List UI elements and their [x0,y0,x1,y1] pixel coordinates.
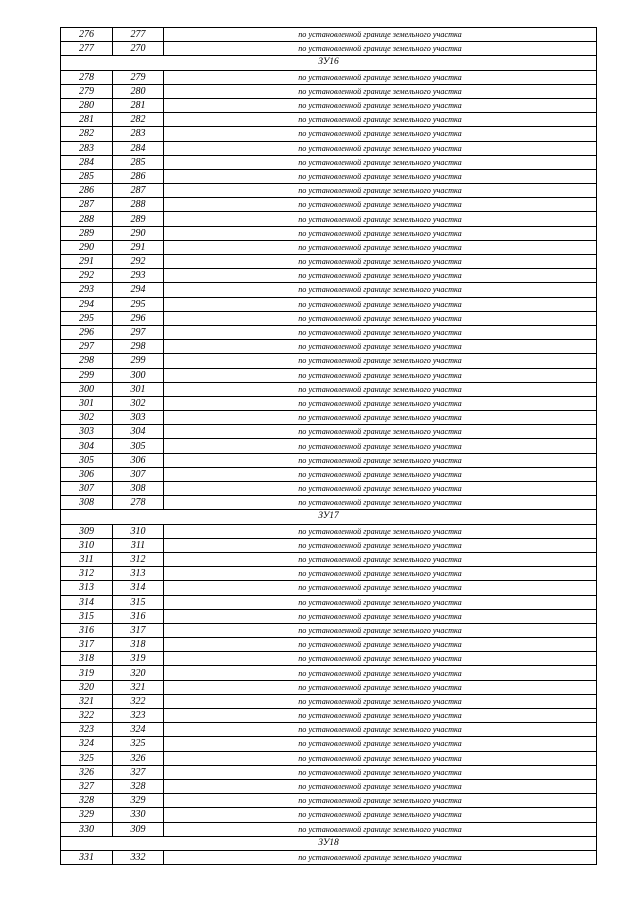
table-row [61,84,597,98]
point-to-cell: 321 [113,680,164,694]
point-to-cell: 290 [113,226,164,240]
point-to-cell: 296 [113,311,164,325]
table-row [61,269,597,283]
description-cell: по установленной границе земельного участка [164,609,597,623]
point-from-cell: 312 [61,567,113,581]
description-cell: по установленной границе земельного участка [164,538,597,552]
section-title: ЗУ18 [61,836,597,850]
table-row [61,255,597,269]
table-row [61,226,597,240]
point-to-cell: 294 [113,283,164,297]
table-row [61,354,597,368]
description-cell: по установленной границе земельного участка [164,652,597,666]
point-from-cell: 302 [61,411,113,425]
point-from-cell: 281 [61,113,113,127]
table-row [61,552,597,566]
table-row [61,411,597,425]
point-to-cell: 316 [113,609,164,623]
point-from-cell: 294 [61,297,113,311]
description-cell: по установленной границе земельного участка [164,325,597,339]
description-cell: по установленной границе земельного участка [164,84,597,98]
description-cell: по установленной границе земельного участка [164,340,597,354]
section-header-row [61,836,597,850]
point-to-cell: 300 [113,368,164,382]
point-from-cell: 292 [61,269,113,283]
table-row [61,709,597,723]
point-from-cell: 277 [61,42,113,56]
description-cell: по установленной границе земельного участка [164,638,597,652]
description-cell: по установленной границе земельного участка [164,822,597,836]
description-cell: по установленной границе земельного участка [164,425,597,439]
point-to-cell: 303 [113,411,164,425]
table-row [61,666,597,680]
point-to-cell: 302 [113,396,164,410]
point-from-cell: 278 [61,70,113,84]
point-to-cell: 297 [113,325,164,339]
description-cell: по установленной границе земельного участка [164,794,597,808]
table-row [61,808,597,822]
point-to-cell: 319 [113,652,164,666]
table-row [61,751,597,765]
description-cell: по установленной границе земельного участка [164,709,597,723]
table-row [61,779,597,793]
table-row [61,297,597,311]
point-from-cell: 318 [61,652,113,666]
point-to-cell: 295 [113,297,164,311]
table-row [61,652,597,666]
point-from-cell: 287 [61,198,113,212]
point-to-cell: 281 [113,98,164,112]
point-to-cell: 301 [113,382,164,396]
point-to-cell: 283 [113,127,164,141]
point-to-cell: 320 [113,666,164,680]
description-cell: по установленной границе земельного участка [164,552,597,566]
description-cell: по установленной границе земельного участка [164,212,597,226]
point-to-cell: 298 [113,340,164,354]
description-cell: по установленной границе земельного участка [164,368,597,382]
point-to-cell: 284 [113,141,164,155]
table-row [61,439,597,453]
table-row [61,184,597,198]
table-row [61,141,597,155]
description-cell: по установленной границе земельного участка [164,141,597,155]
point-to-cell: 313 [113,567,164,581]
description-cell: по установленной границе земельного участка [164,155,597,169]
description-cell: по установленной границе земельного участка [164,737,597,751]
table-row [61,496,597,510]
description-cell: по установленной границе земельного участка [164,779,597,793]
point-from-cell: 286 [61,184,113,198]
table-row [61,311,597,325]
point-to-cell: 286 [113,169,164,183]
table-row [61,595,597,609]
point-to-cell: 289 [113,212,164,226]
point-to-cell: 291 [113,240,164,254]
point-from-cell: 331 [61,850,113,864]
point-to-cell: 278 [113,496,164,510]
point-to-cell: 299 [113,354,164,368]
table-row [61,98,597,112]
point-from-cell: 300 [61,382,113,396]
boundary-table [60,27,597,865]
table-row [61,113,597,127]
point-to-cell: 307 [113,467,164,481]
table-row [61,737,597,751]
point-from-cell: 282 [61,127,113,141]
point-to-cell: 315 [113,595,164,609]
point-to-cell: 314 [113,581,164,595]
description-cell: по установленной границе земельного участка [164,283,597,297]
description-cell: по установленной границе земельного участка [164,127,597,141]
description-cell: по установленной границе земельного участка [164,98,597,112]
table-row [61,765,597,779]
point-from-cell: 280 [61,98,113,112]
description-cell: по установленной границе земельного участка [164,169,597,183]
point-from-cell: 276 [61,28,113,42]
table-row [61,538,597,552]
point-to-cell: 332 [113,850,164,864]
point-from-cell: 305 [61,453,113,467]
table-row [61,680,597,694]
point-from-cell: 301 [61,396,113,410]
point-from-cell: 316 [61,623,113,637]
description-cell: по установленной границе земельного участка [164,226,597,240]
description-cell: по установленной границе земельного участка [164,496,597,510]
table-row [61,340,597,354]
point-from-cell: 319 [61,666,113,680]
description-cell: по установленной границе земельного участка [164,581,597,595]
table-row [61,325,597,339]
point-from-cell: 298 [61,354,113,368]
point-to-cell: 293 [113,269,164,283]
table-row [61,694,597,708]
description-cell: по установленной границе земельного участка [164,467,597,481]
point-from-cell: 310 [61,538,113,552]
description-cell: по установленной границе земельного участка [164,751,597,765]
point-from-cell: 283 [61,141,113,155]
description-cell: по установленной границе земельного участка [164,765,597,779]
description-cell: по установленной границе земельного участка [164,240,597,254]
point-from-cell: 311 [61,552,113,566]
table-row [61,467,597,481]
section-title: ЗУ17 [61,510,597,524]
section-header-row [61,56,597,70]
point-from-cell: 330 [61,822,113,836]
point-from-cell: 303 [61,425,113,439]
table-row [61,382,597,396]
description-cell: по установленной границе земельного участка [164,354,597,368]
description-cell: по установленной границе земельного участка [164,439,597,453]
description-cell: по установленной границе земельного участка [164,70,597,84]
description-cell: по установленной границе земельного участка [164,623,597,637]
point-to-cell: 280 [113,84,164,98]
description-cell: по установленной границе земельного участка [164,297,597,311]
description-cell: по установленной границе земельного участка [164,694,597,708]
point-from-cell: 291 [61,255,113,269]
point-from-cell: 313 [61,581,113,595]
table-row [61,567,597,581]
description-cell: по установленной границе земельного участка [164,311,597,325]
point-to-cell: 311 [113,538,164,552]
point-from-cell: 293 [61,283,113,297]
point-from-cell: 299 [61,368,113,382]
point-to-cell: 287 [113,184,164,198]
table-row [61,524,597,538]
table-row [61,609,597,623]
point-from-cell: 288 [61,212,113,226]
point-from-cell: 323 [61,723,113,737]
point-to-cell: 292 [113,255,164,269]
description-cell: по установленной границе земельного участка [164,595,597,609]
point-to-cell: 304 [113,425,164,439]
description-cell: по установленной границе земельного участка [164,113,597,127]
point-to-cell: 323 [113,709,164,723]
description-cell: по установленной границе земельного участка [164,723,597,737]
point-from-cell: 306 [61,467,113,481]
point-from-cell: 321 [61,694,113,708]
point-to-cell: 326 [113,751,164,765]
boundary-table-body [61,28,597,865]
description-cell: по установленной границе земельного участка [164,453,597,467]
description-cell: по установленной границе земельного участка [164,850,597,864]
table-row [61,822,597,836]
point-from-cell: 307 [61,482,113,496]
table-row [61,425,597,439]
point-from-cell: 285 [61,169,113,183]
point-to-cell: 318 [113,638,164,652]
table-row [61,240,597,254]
point-from-cell: 324 [61,737,113,751]
point-to-cell: 305 [113,439,164,453]
description-cell: по установленной границе земельного участка [164,680,597,694]
point-from-cell: 315 [61,609,113,623]
point-to-cell: 322 [113,694,164,708]
point-from-cell: 326 [61,765,113,779]
point-to-cell: 325 [113,737,164,751]
point-from-cell: 304 [61,439,113,453]
point-from-cell: 309 [61,524,113,538]
description-cell: по установленной границе земельного участка [164,255,597,269]
point-to-cell: 309 [113,822,164,836]
table-row [61,212,597,226]
point-from-cell: 308 [61,496,113,510]
point-to-cell: 317 [113,623,164,637]
description-cell: по установленной границе земельного участка [164,269,597,283]
point-from-cell: 296 [61,325,113,339]
table-row [61,127,597,141]
description-cell: по установленной границе земельного участка [164,567,597,581]
section-header-row [61,510,597,524]
point-to-cell: 329 [113,794,164,808]
point-to-cell: 270 [113,42,164,56]
point-from-cell: 325 [61,751,113,765]
point-from-cell: 328 [61,794,113,808]
table-row [61,482,597,496]
table-row [61,70,597,84]
description-cell: по установленной границе земельного участка [164,482,597,496]
table-row [61,28,597,42]
table-row [61,850,597,864]
point-to-cell: 285 [113,155,164,169]
description-cell: по установленной границе земельного участка [164,396,597,410]
point-from-cell: 289 [61,226,113,240]
description-cell: по установленной границе земельного участка [164,411,597,425]
table-row [61,623,597,637]
point-to-cell: 312 [113,552,164,566]
point-to-cell: 328 [113,779,164,793]
table-row [61,169,597,183]
point-to-cell: 288 [113,198,164,212]
point-from-cell: 279 [61,84,113,98]
section-title: ЗУ16 [61,56,597,70]
table-row [61,638,597,652]
table-row [61,368,597,382]
point-to-cell: 277 [113,28,164,42]
point-to-cell: 330 [113,808,164,822]
description-cell: по установленной границе земельного участка [164,28,597,42]
point-to-cell: 279 [113,70,164,84]
point-from-cell: 284 [61,155,113,169]
description-cell: по установленной границе земельного участка [164,382,597,396]
point-from-cell: 295 [61,311,113,325]
point-to-cell: 282 [113,113,164,127]
description-cell: по установленной границе земельного участка [164,42,597,56]
description-cell: по установленной границе земельного участка [164,808,597,822]
point-from-cell: 327 [61,779,113,793]
table-row [61,283,597,297]
table-row [61,723,597,737]
point-to-cell: 308 [113,482,164,496]
point-to-cell: 310 [113,524,164,538]
point-to-cell: 306 [113,453,164,467]
table-row [61,396,597,410]
point-from-cell: 322 [61,709,113,723]
table-row [61,794,597,808]
table-row [61,155,597,169]
point-from-cell: 297 [61,340,113,354]
description-cell: по установленной границе земельного участка [164,184,597,198]
point-from-cell: 290 [61,240,113,254]
point-from-cell: 314 [61,595,113,609]
description-cell: по установленной границе земельного участка [164,198,597,212]
description-cell: по установленной границе земельного участка [164,524,597,538]
table-row [61,453,597,467]
table-row [61,581,597,595]
table-row [61,198,597,212]
point-to-cell: 324 [113,723,164,737]
point-from-cell: 317 [61,638,113,652]
point-to-cell: 327 [113,765,164,779]
point-from-cell: 320 [61,680,113,694]
point-from-cell: 329 [61,808,113,822]
table-row [61,42,597,56]
description-cell: по установленной границе земельного участка [164,666,597,680]
